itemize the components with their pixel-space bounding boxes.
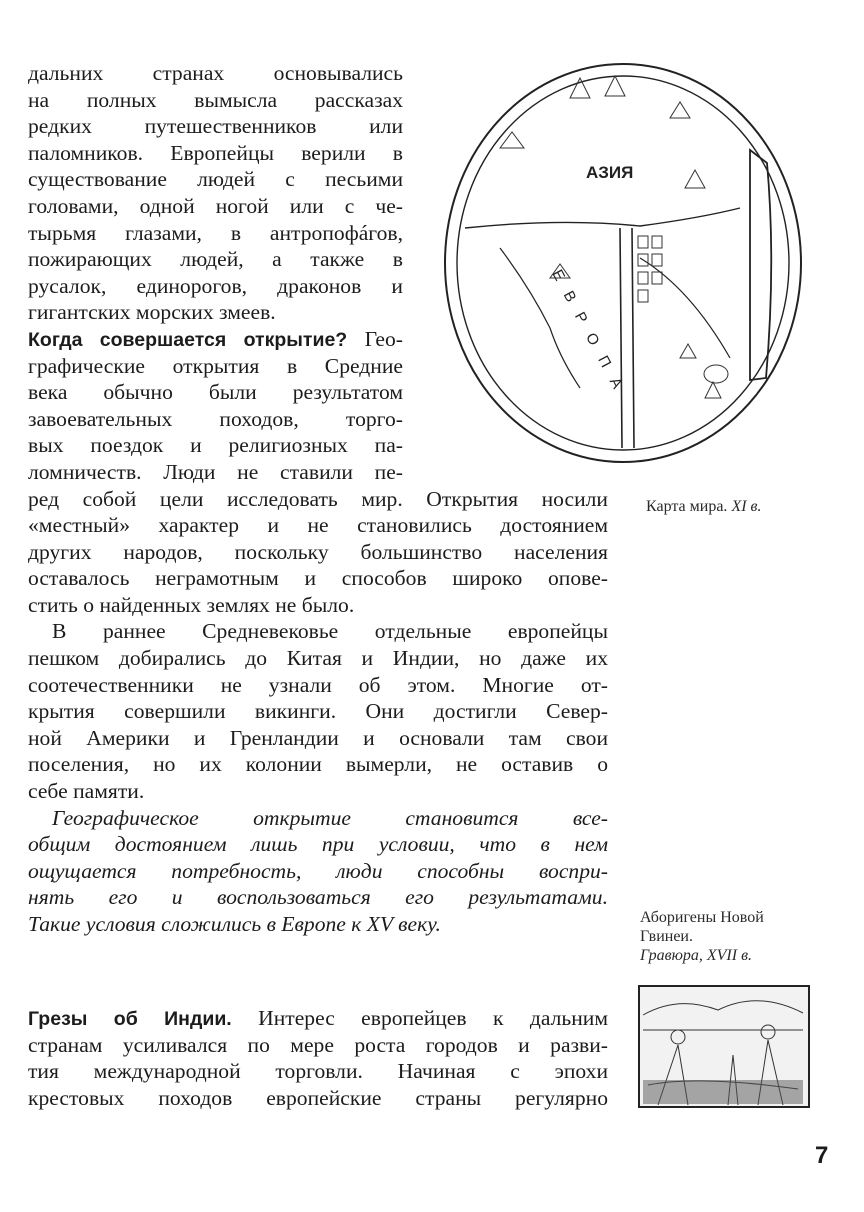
- text-line: других народов, поскольку большинство населения: [28, 539, 608, 564]
- text-line: существование людей с песьими: [28, 167, 403, 192]
- text-line: на полных вымысла рассказах: [28, 87, 403, 112]
- text-line: себе памяти.: [28, 779, 145, 804]
- text-line: тия международной торговли. Начиная с эпохи: [28, 1059, 608, 1084]
- text-line: пожирающих людей, а также в: [28, 247, 403, 272]
- italic-text-line: общим достоянием лишь при условии, что в нем: [28, 832, 608, 857]
- text-line: ломничеств. Люди не ставили пе-: [28, 459, 403, 484]
- engraving-caption: Аборигены Новой Гвинеи. Гравюра, XVII в.: [640, 909, 764, 964]
- text-line: стить о найденных землях не было.: [28, 592, 355, 617]
- text-line: паломников. Европейцы верили в: [28, 140, 403, 165]
- text-line: головами, одной ногой или с че-: [28, 193, 403, 218]
- text-line: оставалось неграмотным и способов широко опове-: [28, 566, 608, 591]
- text-line: редких путешественников или: [28, 114, 403, 139]
- map-label-europe: ЕВРОПА: [548, 266, 633, 404]
- text-line: ред собой цели исследовать мир. Открытия носили: [28, 486, 608, 511]
- text-line: крестовых походов европейские страны регулярно: [28, 1085, 608, 1110]
- text-line: соотечественники не узнали об этом. Многие от-: [28, 672, 608, 697]
- map-label-asia: АЗИЯ: [586, 163, 634, 182]
- page-number: 7: [815, 1142, 829, 1169]
- text-line: пешком добирались до Китая и Индии, но даже их: [28, 646, 608, 671]
- italic-text-line: Географическое открытие становится все-: [52, 805, 608, 830]
- engraving-aborigines-image: [638, 985, 810, 1108]
- text-line: В раннее Средневековье отдельные европейцы: [52, 619, 608, 644]
- map-caption: Карта мира. XI в.: [646, 498, 762, 515]
- text-line: странам усиливался по мере роста городов и разви-: [28, 1032, 608, 1057]
- text-line-with-heading: Грезы об Индии. Интерес европейцев к дальним: [28, 1006, 608, 1030]
- italic-text-line: нять его и воспользоваться его результатами.: [28, 885, 608, 910]
- section-heading-discovery: Когда совершается открытие?: [28, 328, 348, 351]
- main-text-lower: [28, 1005, 608, 1111]
- text-line: завоевательных походов, торго-: [28, 406, 403, 431]
- text-line: века обычно были результатом: [28, 380, 403, 405]
- text-line: гигантских морских змеев.: [28, 300, 276, 325]
- text-line: русалок, единорогов, драконов и: [28, 273, 403, 298]
- text-line-with-heading: Когда совершается открытие? Гео-: [28, 326, 403, 351]
- medieval-world-map: [440, 58, 810, 468]
- text-line: поселения, но их колонии вымерли, не оставив о: [28, 752, 608, 777]
- section-heading-india: Грезы об Индии.: [28, 1008, 232, 1030]
- text-line: крытия совершили викинги. Они достигли Север-: [28, 699, 608, 724]
- italic-text-line: ощущается потребность, люди способны воспри-: [28, 858, 608, 883]
- text-line: графические открытия в Средние: [28, 353, 403, 378]
- italic-text-line: Такие условия сложились в Европе к XV веку.: [28, 912, 441, 936]
- text-line: ной Америки и Гренландии и основали там свои: [28, 725, 608, 750]
- text-line: «местный» характер и не становились достоянием: [28, 513, 608, 538]
- text-line: тырьмя глазами, в антропофáгов,: [28, 220, 403, 245]
- text-line: дальних странах основывались: [28, 61, 403, 85]
- text-line: вых поездок и религиозных па-: [28, 433, 403, 458]
